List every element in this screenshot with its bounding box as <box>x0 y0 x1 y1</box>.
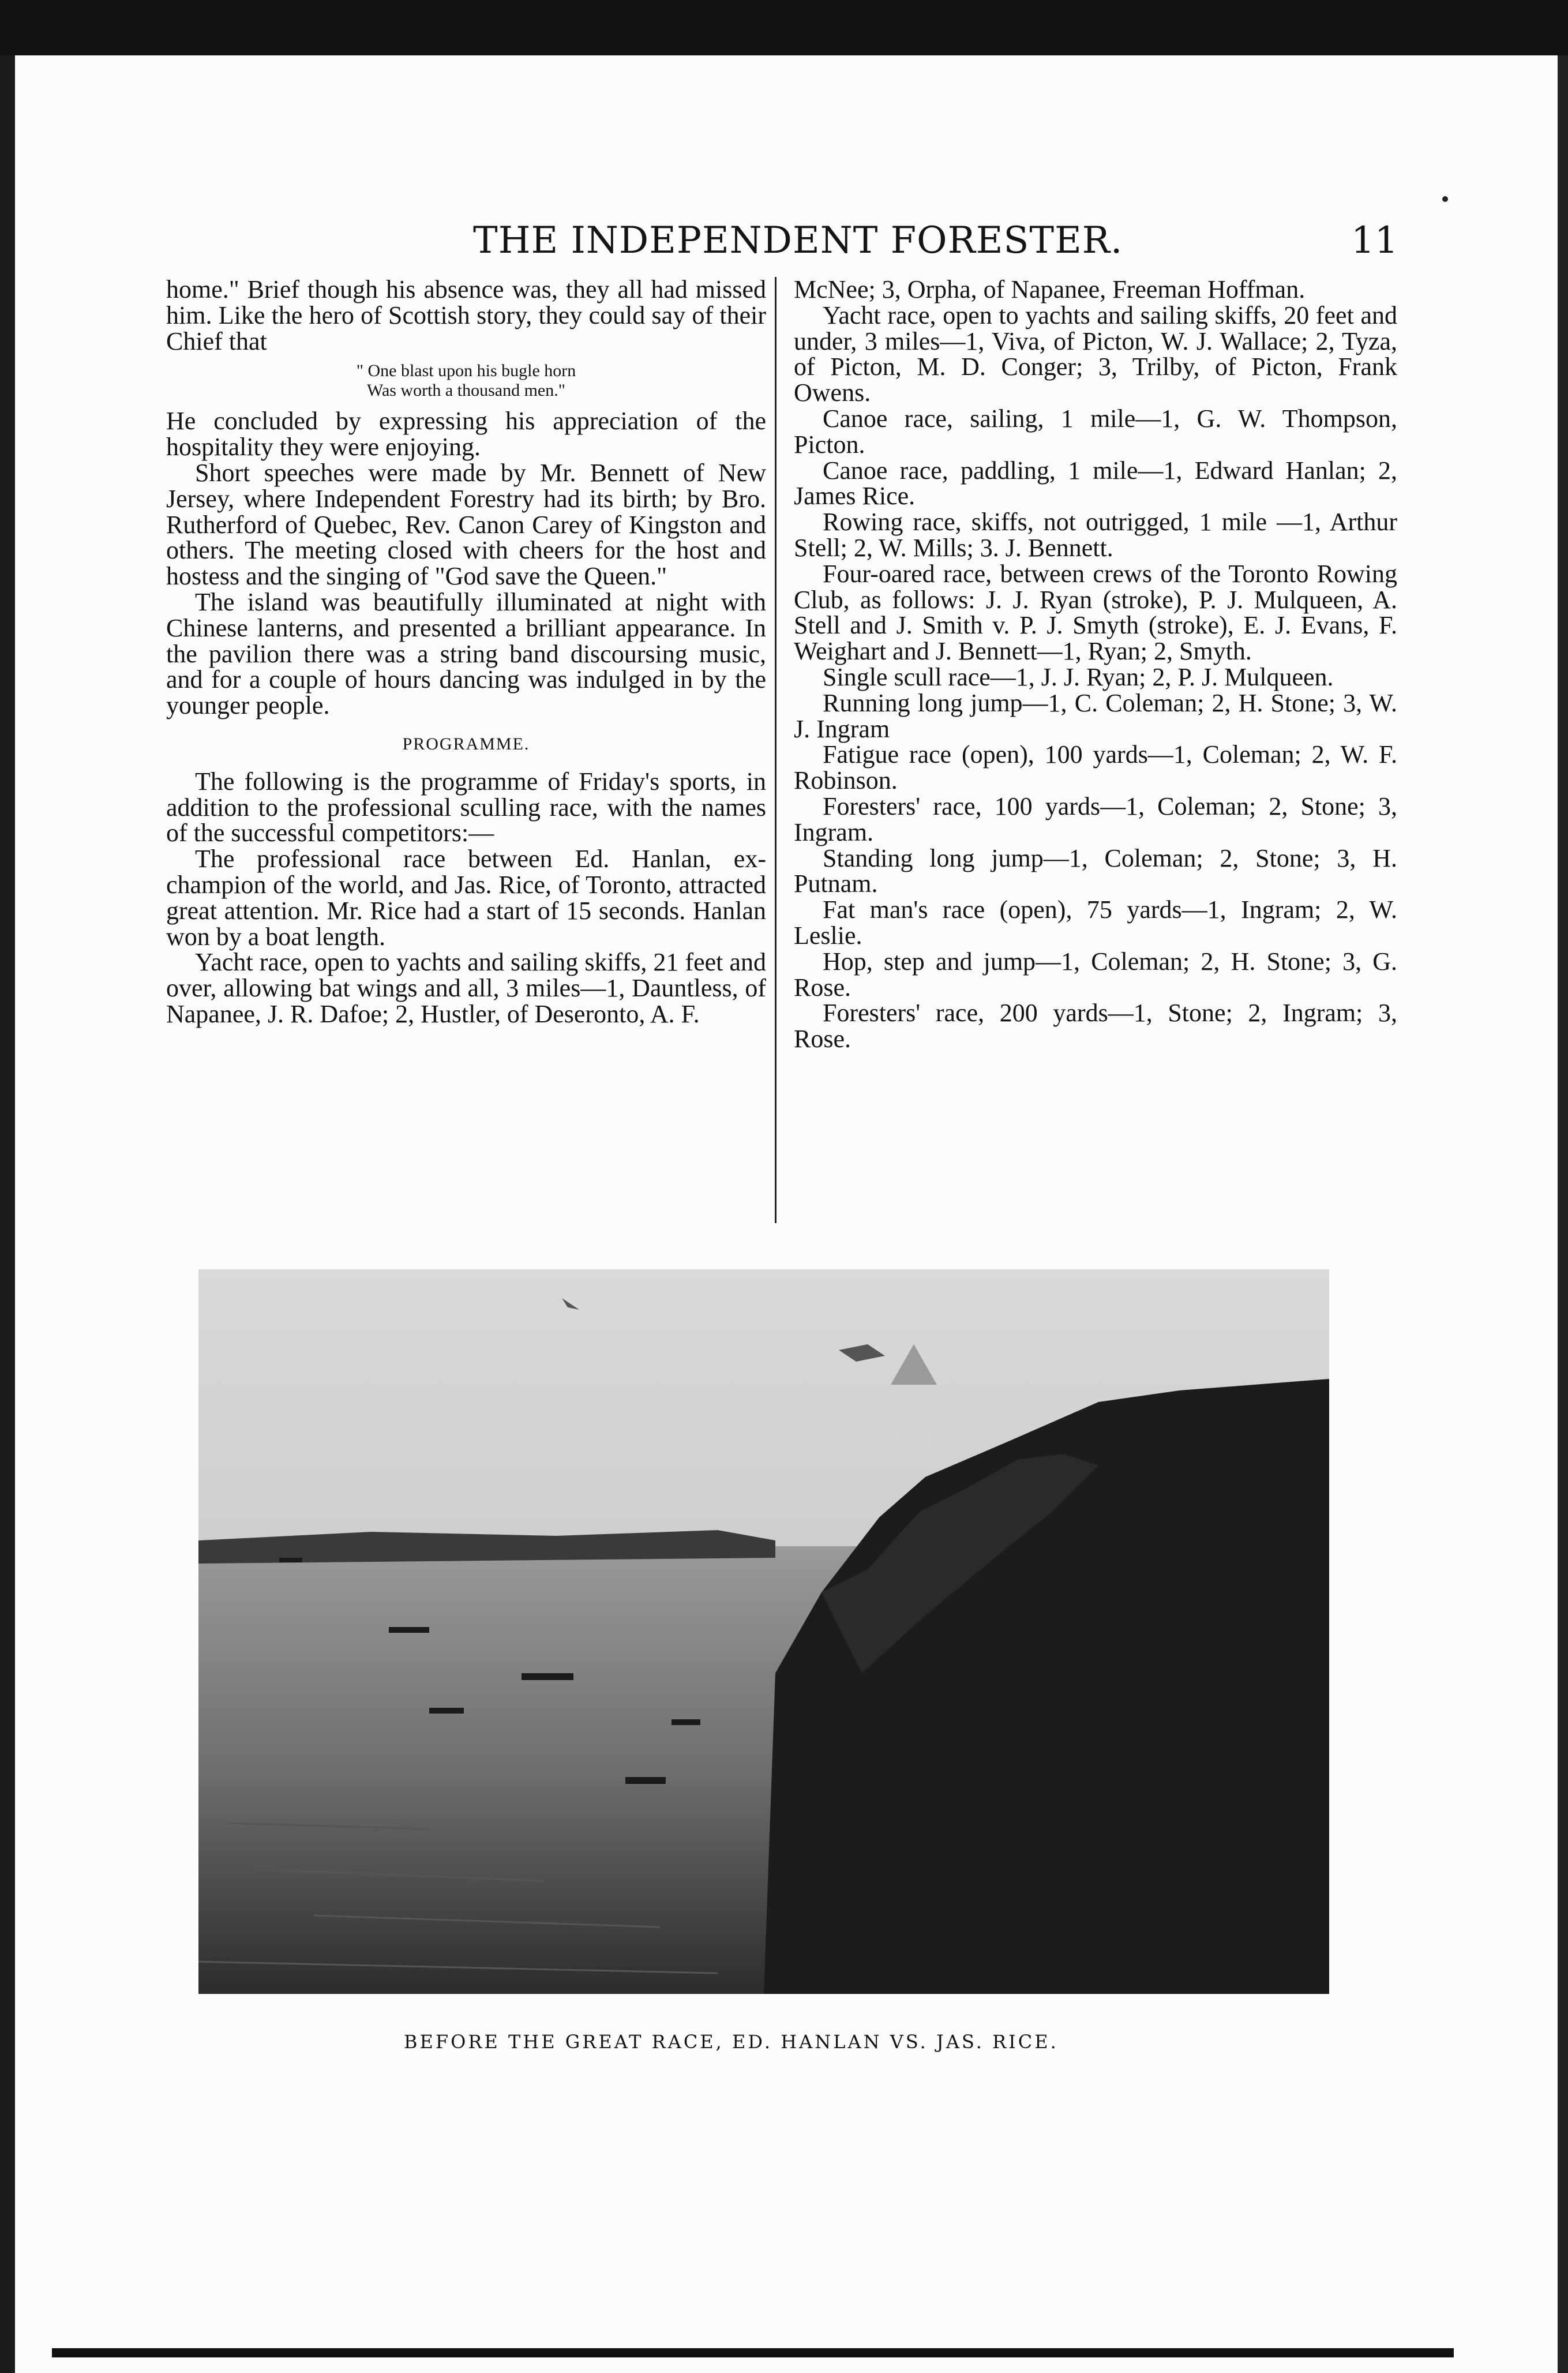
scan-border-bottom <box>52 2348 1454 2357</box>
paragraph: Single scull race—1, J. J. Ryan; 2, P. J. Mulqueen. <box>823 662 1334 691</box>
right-column <box>794 277 1397 1052</box>
scan-border-top <box>0 0 1568 55</box>
verse-quote <box>166 362 766 399</box>
paragraph: The following is the programme of Friday's sports, in addition to the professional sculling race, with the names of the successful competitors:— <box>166 767 766 848</box>
paragraph: Yacht race, open to yachts and sailing skiffs, 21 feet and over, allowing bat wings and all, 3 miles—1, Dauntless, of Napanee, J. R. Dafoe; 2, Hustler, of Deseronto, A. F. <box>166 948 766 1028</box>
paragraph: Yacht race, open to yachts and sailing skiffs, 20 feet and under, 3 miles—1, Viva, of Picton, W. J. Wallace; 2, Tyza, of Picton, M. D. Conger; 3, Trilby, of Picton, Frank Owens. <box>794 301 1397 407</box>
paragraph: The professional race between Ed. Hanlan, ex-champion of the world, and Jas. Rice, of Toronto, attracted great attention. Mr. Rice had a start of 15 seconds. Hanlan won by a boat length. <box>166 845 766 951</box>
paragraph: Running long jump—1, C. Coleman; 2, H. Stone; 3, W. J. Ingram <box>794 688 1397 743</box>
paragraph: Four-oared race, between crews of the Toronto Rowing Club, as follows: J. J. Ryan (stroke), P. J. Mulqueen, A. Stell and J. Smith v. P. J. Smyth (stroke), E. J. Evans, F. Weighart and J. Bennett—1, Ryan; 2, Smyth. <box>794 559 1397 666</box>
column-rule <box>775 277 777 1223</box>
ink-dot <box>1442 196 1448 202</box>
scan-border-right <box>1558 55 1568 2373</box>
page-number: 11 <box>1351 219 1398 262</box>
scan-border-left <box>0 55 15 2373</box>
photo-caption: BEFORE THE GREAT RACE, ED. HANLAN VS. JAS. RICE. <box>404 2031 1059 2053</box>
paragraph: Canoe race, sailing, 1 mile—1, G. W. Thompson, Picton. <box>794 404 1397 459</box>
pavilion-tower <box>896 1379 931 1448</box>
paragraph: Rowing race, skiffs, not outrigged, 1 mile —1, Arthur Stell; 2, W. Mills; 3. J. Bennett. <box>794 508 1397 562</box>
paragraph: Standing long jump—1, Coleman; 2, Stone; 3, H. Putnam. <box>794 844 1397 898</box>
photo-illustration <box>198 1269 1329 1994</box>
paragraph: Foresters' race, 100 yards—1, Coleman; 2, Stone; 3, Ingram. <box>794 792 1397 846</box>
paragraph: Fat man's race (open), 75 yards—1, Ingram; 2, W. Leslie. <box>794 895 1397 950</box>
paragraph: The island was beautifully illuminated at night with Chinese lanterns, and presented a brilliant appearance. In the pavilion there was a string band discoursing music, and for a couple of hours dancing was indulged in by the younger people. <box>166 587 766 720</box>
paragraph: Canoe race, paddling, 1 mile—1, Edward Hanlan; 2, James Rice. <box>794 456 1397 511</box>
paragraph: Short speeches were made by Mr. Bennett of New Jersey, where Independent Forestry had its birth; by Bro. Rutherford of Quebec, Rev. Canon Carey of Kingston and others. The meeting closed with cheers for the host and hostess and the singing of "God save the Queen." <box>166 458 766 591</box>
paragraph: He concluded by expressing his appreciation of the hospitality they were enjoying. <box>166 407 766 462</box>
section-heading: PROGRAMME. <box>402 734 530 753</box>
paragraph: McNee; 3, Orpha, of Napanee, Freeman Hoffman. <box>794 275 1306 303</box>
regatta-photograph <box>198 1269 1329 1994</box>
paragraph: home." Brief though his absence was, they all had missed him. Like the hero of Scottish story, they could say of their Chief that <box>166 275 766 355</box>
running-head: THE INDEPENDENT FORESTER. <box>473 219 1123 262</box>
verse-line: Was worth a thousand men." <box>367 381 565 400</box>
paragraph: Foresters' race, 200 yards—1, Stone; 2, Ingram; 3, Rose. <box>794 999 1397 1054</box>
paragraph: Hop, step and jump—1, Coleman; 2, H. Stone; 3, G. Rose. <box>794 947 1397 1002</box>
left-column <box>166 277 766 1028</box>
verse-line: " One blast upon his bugle horn <box>356 361 576 381</box>
paragraph: Fatigue race (open), 100 yards—1, Coleman; 2, W. F. Robinson. <box>794 740 1397 795</box>
